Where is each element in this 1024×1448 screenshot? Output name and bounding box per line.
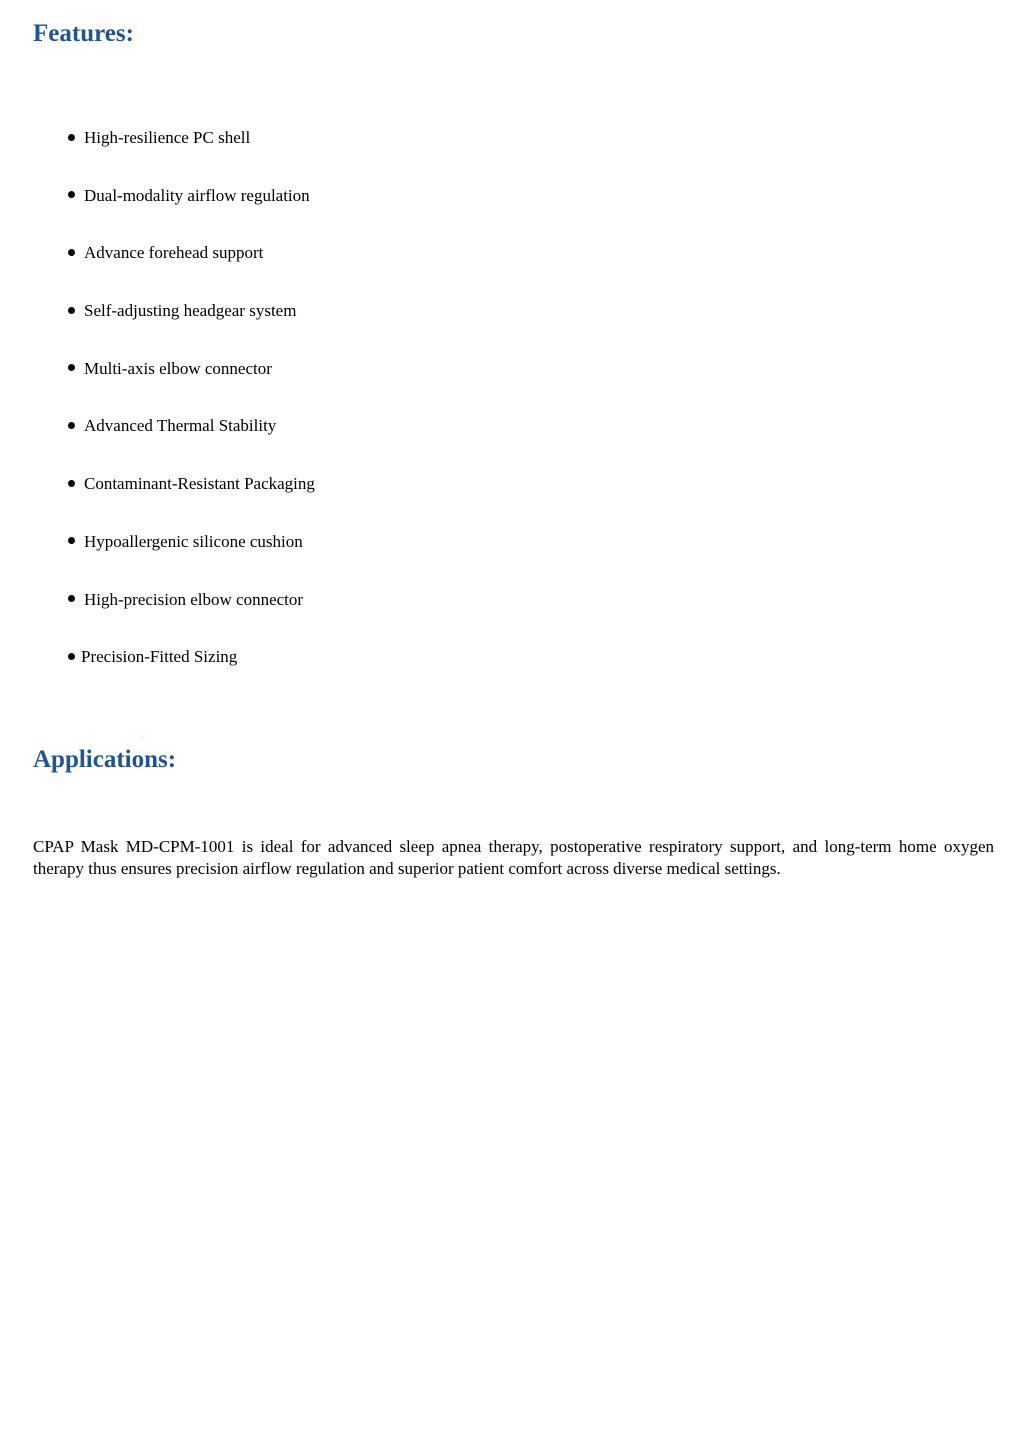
feature-item [66, 356, 315, 414]
bullet-icon [68, 422, 75, 429]
bullet-icon [68, 307, 75, 314]
bullet-icon [68, 191, 75, 198]
feature-item [66, 413, 315, 471]
feature-item [66, 298, 315, 356]
bullet-icon [68, 480, 75, 487]
features-list [66, 125, 315, 702]
feature-item [66, 529, 315, 587]
applications-heading: Applications: [33, 746, 177, 773]
feature-item-label: Precision-Fitted Sizing [81, 647, 238, 667]
feature-item [66, 183, 315, 241]
bullet-icon [68, 537, 75, 544]
bullet-icon [68, 653, 75, 660]
bullet-icon [68, 364, 75, 371]
feature-item-label: Advance forehead support [84, 243, 264, 263]
feature-item-label: Dual-modality airflow regulation [84, 185, 310, 205]
applications-paragraph: CPAP Mask MD-CPM-1001 is ideal for advanced sleep apnea therapy, postoperative respiratory support, and long-term home oxygen therapy thus ensures precision airflow regulation and superior patient comfort across diverse medical settings. [33, 837, 994, 878]
feature-item-label: Contaminant-Resistant Packaging [84, 474, 315, 494]
feature-item [66, 125, 315, 183]
feature-item-label: High-resilience PC shell [84, 128, 251, 147]
features-heading: Features: [33, 20, 134, 47]
feature-item-label: Advanced Thermal Stability [84, 416, 277, 436]
feature-item-label: Multi-axis elbow connector [84, 358, 272, 378]
bullet-icon [68, 595, 75, 602]
feature-item-label: High-precision elbow connector [84, 589, 304, 609]
bullet-icon [68, 134, 75, 141]
feature-item [66, 240, 315, 298]
feature-item [66, 587, 315, 645]
feature-item [66, 471, 315, 529]
bullet-icon [68, 249, 75, 256]
feature-item-label: Self-adjusting headgear system [84, 301, 297, 321]
feature-item [66, 644, 315, 702]
feature-item-label: Hypoallergenic silicone cushion [84, 531, 303, 551]
